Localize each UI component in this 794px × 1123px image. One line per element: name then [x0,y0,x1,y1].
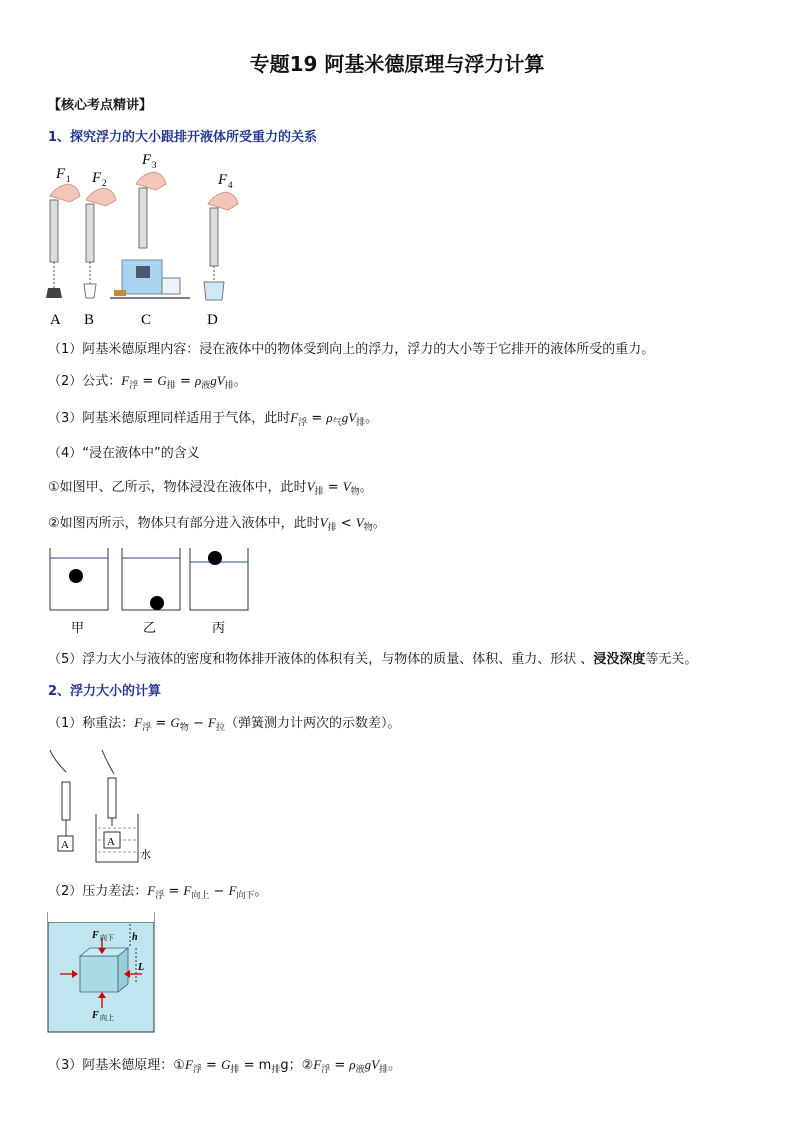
force-label-f2: F [92,170,102,186]
item-2: （2）公式：$F_浮 = G_排 = \rho_液gV_排$。 [48,373,247,391]
f-down-sub: 向下 [100,934,114,942]
item-3: （3）阿基米德原理同样适用于气体，此时$F_浮 = \rho_气gV_排$。 [48,410,379,428]
block-a-water: A [107,836,115,848]
step-label-a: A [50,312,61,328]
item-4: （4）“浸在液体中”的含义 [48,446,200,461]
l-label: L [138,962,145,973]
h-label: h [132,932,138,943]
scale-d [204,172,238,300]
item-1: （1）阿基米德原理内容：浸在液体中的物体受到向上的浮力，浮力的大小等于它排开的液体所受的重力。 [48,342,655,357]
step-label-d: D [207,312,218,328]
f-up-sub: 向上 [100,1014,114,1022]
beaker-label-jia: 甲 [71,620,85,635]
method-3: （3）阿基米德原理：$①F_浮 = G_排 = m_排g$；$②F_浮 = \rho_液gV_排$。 [48,1057,402,1075]
beaker-yi [122,548,180,635]
force-sub-3: 3 [152,160,157,170]
block-a-air: A [61,839,69,851]
scale-a [46,166,80,298]
force-label-f1: F [56,166,66,182]
scale-b [84,170,116,298]
method-1: （1）称重法：$F_浮 = G_物 - F_拉$（弹簧测力计两次的示数差）。 [48,715,401,733]
beaker-label-bing: 丙 [212,620,226,635]
experiment-figure [40,148,260,328]
beaker-bing [190,548,248,635]
pressure-figure [46,912,158,1036]
force-label-f3: F [142,152,152,168]
weighing-figure [44,744,164,864]
force-sub-4: 4 [228,180,233,190]
force-sub-1: 1 [66,174,71,184]
step-label-c: C [141,312,152,328]
weigh-in-air [50,750,73,851]
scale-c [110,152,190,298]
water-label: 水 [140,849,151,861]
case-2: ②如图丙所示，物体只有部分进入液体中，此时$V_排 < V_物$。 [48,515,386,533]
case-1: ①如图甲、乙所示，物体浸没在液体中，此时$V_排 = V_物$。 [48,479,373,497]
item-5: （5）浮力大小与液体的密度和物体排开液体的体积有关，与物体的质量、体积、重力、形状 、浸没深度等无关。 [48,652,698,667]
section2-heading: 2、浮力大小的计算 [48,684,162,699]
force-label-f4: F [218,172,228,188]
weigh-in-water [96,750,151,862]
section-header: 【核心考点精讲】 [48,98,153,113]
step-label-b: B [84,312,95,328]
section1-heading: 1、探究浮力的大小跟排开液体所受重力的关系 [48,130,318,145]
beakers-figure [46,544,256,640]
beaker-jia [50,548,108,635]
f-down-label: F [92,930,99,941]
force-sub-2: 2 [102,178,107,188]
beaker-label-yi: 乙 [143,620,157,635]
method-2: （2）压力差法：$F_浮 = F_{向上} - F_{向下}$。 [48,883,268,901]
page-title: 专题19 阿基米德原理与浮力计算 [249,52,545,76]
f-up-label: F [92,1010,99,1021]
